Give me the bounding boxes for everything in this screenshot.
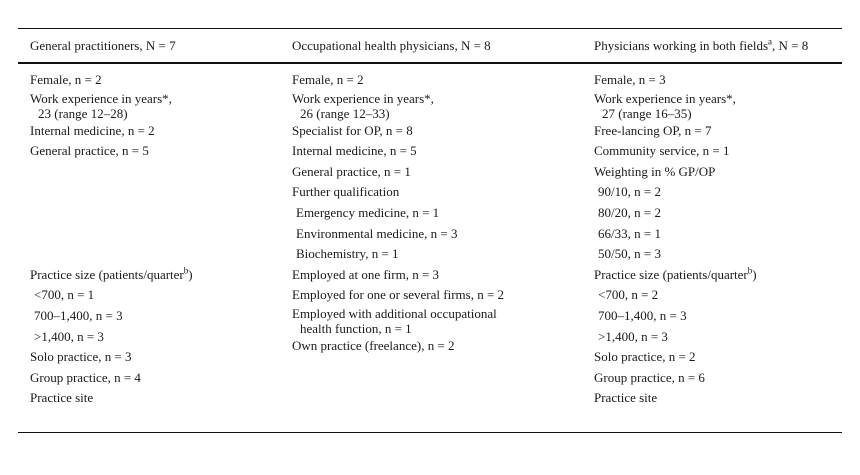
cell-solo-practice: Solo practice, n = 3 — [30, 349, 132, 365]
table-top-rule — [18, 28, 842, 29]
cell-practice-size — [30, 265, 193, 286]
cell-employed-one-firm: Employed at one firm, n = 3 — [292, 266, 440, 282]
cell-group-practice: Group practice, n = 4 — [30, 369, 141, 385]
header-both-footnote: a — [768, 36, 773, 47]
cell-work-experience-label: Work experience in years*, — [292, 90, 434, 106]
cell-size-gt1400: >1,400, n = 3 — [598, 328, 668, 344]
cell-size-lt700: <700, n = 1 — [34, 287, 95, 303]
spacer — [30, 182, 193, 203]
cell-own-practice: Own practice (freelance), n = 2 — [292, 337, 455, 353]
column-both-fields — [594, 70, 757, 409]
cell-work-experience — [594, 91, 757, 121]
cell-size-gt1400: >1,400, n = 3 — [34, 328, 104, 344]
table-header-rule — [18, 62, 842, 64]
cell-solo-practice: Solo practice, n = 2 — [594, 349, 696, 365]
spacer — [30, 224, 193, 245]
cell-environmental-medicine: Environmental medicine, n = 3 — [296, 225, 458, 241]
cell-work-experience-label: Work experience in years*, — [30, 90, 172, 106]
cell-size-mid: 700–1,400, n = 3 — [34, 307, 123, 323]
cell-freelancing-op: Free-lancing OP, n = 7 — [594, 122, 712, 138]
cell-practice-size-end: ) — [188, 266, 193, 282]
header-general-practitioners: General practitioners, N = 7 — [30, 38, 176, 53]
cell-female: Female, n = 2 — [30, 72, 102, 87]
cell-work-experience-value: 23 (range 12–28) — [38, 105, 128, 121]
header-occupational-health: Occupational health physicians, N = 8 — [292, 38, 491, 53]
spacer — [30, 162, 193, 183]
cell-practice-size-label: Practice size (patients/quarter — [594, 266, 748, 282]
cell-internal-medicine: Internal medicine, n = 2 — [30, 122, 155, 138]
cell-work-experience-label: Work experience in years*, — [594, 90, 736, 106]
cell-work-experience-value: 27 (range 16–35) — [602, 105, 692, 121]
column-general-practitioners — [30, 70, 193, 409]
cell-practice-size-end: ) — [752, 266, 757, 282]
cell-practice-site: Practice site — [30, 390, 94, 406]
table-bottom-rule — [18, 432, 842, 433]
header-both-fields — [594, 38, 808, 54]
cell-practice-size — [594, 265, 757, 286]
cell-weighting: Weighting in % GP/OP — [594, 163, 716, 179]
header-both-label: Physicians working in both fields — [594, 38, 769, 53]
cell-weighting-90-10: 90/10, n = 2 — [598, 184, 661, 200]
cell-employed-additional-line2: health function, n = 1 — [300, 320, 412, 336]
cell-general-practice: General practice, n = 1 — [292, 163, 411, 179]
cell-size-mid: 700–1,400, n = 3 — [598, 307, 687, 323]
cell-practice-size-label: Practice size (patients/quarter — [30, 266, 184, 282]
cell-further-qualification: Further qualification — [292, 184, 400, 200]
cell-female: Female, n = 2 — [292, 72, 364, 87]
cell-community-service: Community service, n = 1 — [594, 143, 730, 159]
cell-group-practice: Group practice, n = 6 — [594, 369, 705, 385]
cell-specialist-op: Specialist for OP, n = 8 — [292, 122, 413, 138]
cell-biochemistry: Biochemistry, n = 1 — [296, 246, 399, 262]
cell-weighting-80-20: 80/20, n = 2 — [598, 204, 661, 220]
cell-employed-additional-line1: Employed with additional occupational — [292, 305, 497, 321]
header-both-n: , N = 8 — [772, 38, 809, 53]
cell-general-practice: General practice, n = 5 — [30, 143, 149, 159]
spacer — [30, 203, 193, 224]
cell-practice-site: Practice site — [594, 390, 658, 406]
cell-work-experience — [292, 91, 504, 121]
spacer — [30, 244, 193, 265]
cell-employed-additional — [292, 306, 504, 336]
cell-weighting-66-33: 66/33, n = 1 — [598, 225, 661, 241]
cell-practice-size-footnote: b — [183, 265, 189, 276]
cell-work-experience-value: 26 (range 12–33) — [300, 105, 390, 121]
cell-emergency-medicine: Emergency medicine, n = 1 — [296, 204, 440, 220]
cell-weighting-50-50: 50/50, n = 3 — [598, 246, 661, 262]
cell-size-lt700: <700, n = 2 — [598, 287, 659, 303]
cell-female: Female, n = 3 — [594, 72, 666, 87]
cell-employed-several-firms: Employed for one or several firms, n = 2 — [292, 287, 505, 303]
column-occupational-health — [292, 70, 504, 357]
cell-work-experience — [30, 91, 193, 121]
cell-practice-size-footnote: b — [747, 265, 753, 276]
cell-internal-medicine: Internal medicine, n = 5 — [292, 143, 417, 159]
